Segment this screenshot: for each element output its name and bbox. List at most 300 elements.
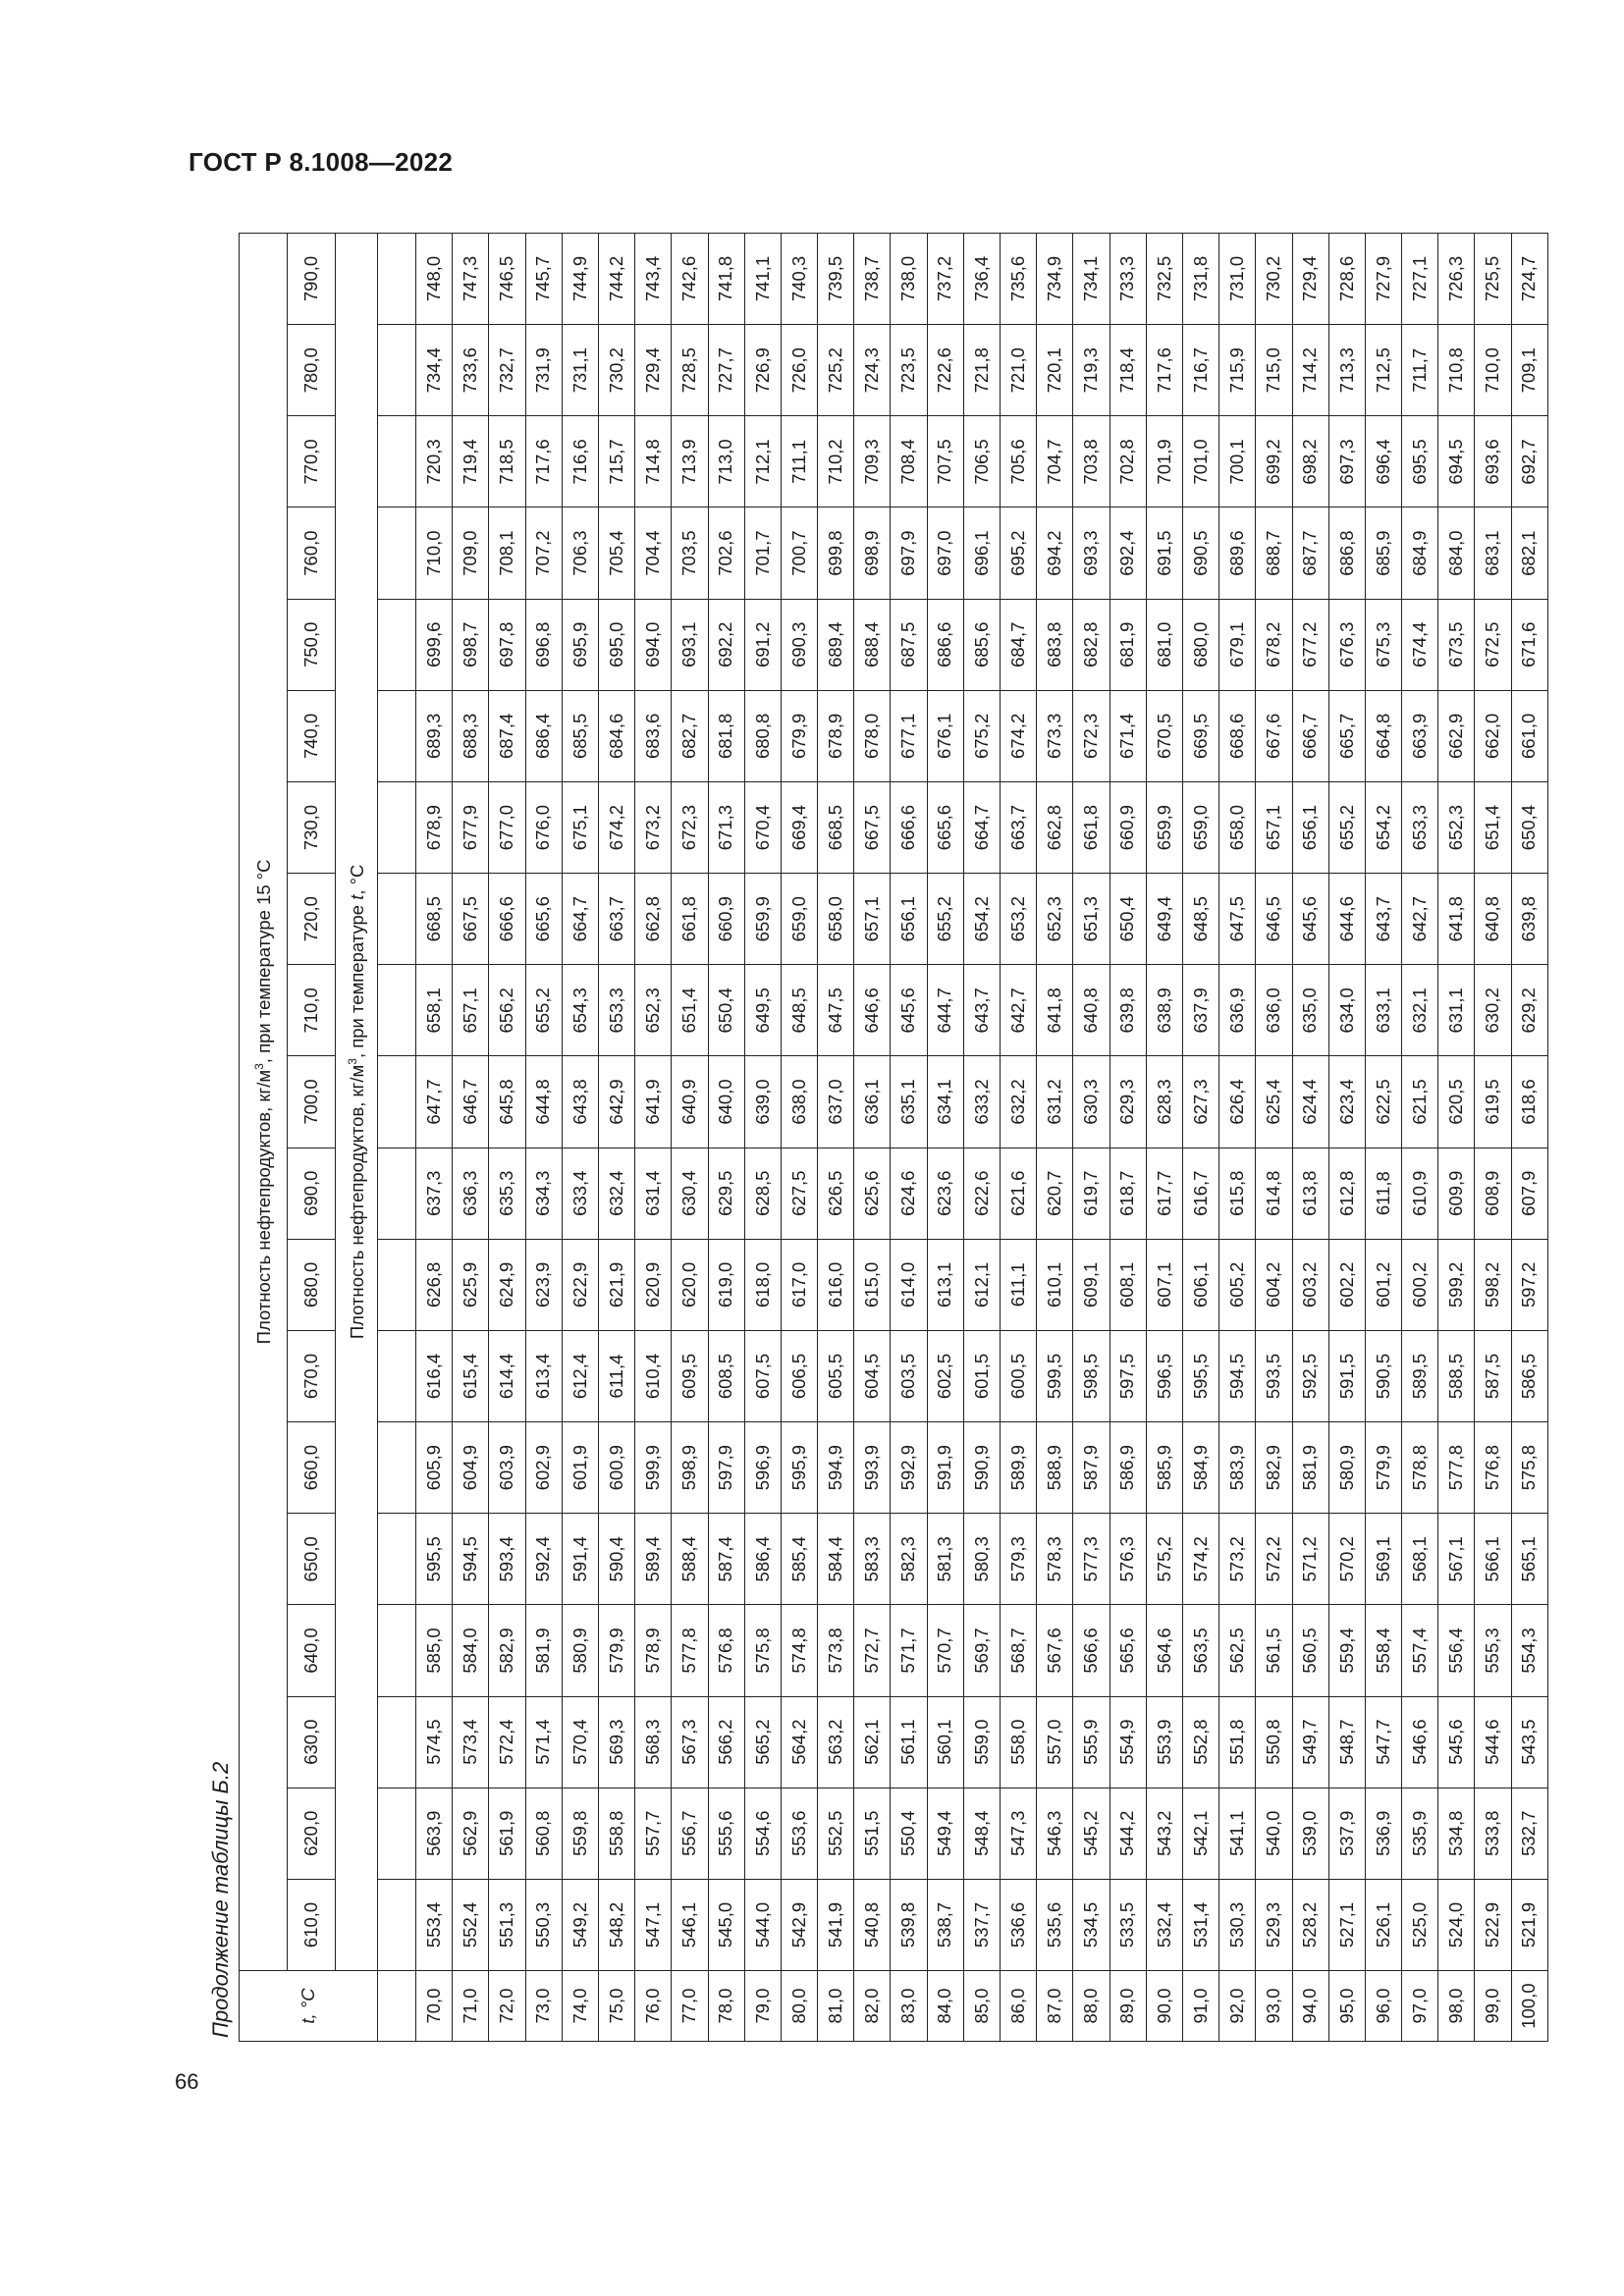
density-value-cell: 579,9 — [598, 1605, 634, 1696]
density-value-cell: 685,5 — [562, 690, 598, 781]
density-value-cell: 612,1 — [963, 1239, 1000, 1330]
density-column-header: 620,0 — [288, 1788, 336, 1879]
density-value-cell: 634,0 — [1328, 965, 1365, 1056]
density-value-cell: 599,5 — [1037, 1330, 1073, 1421]
density-value-cell: 570,7 — [927, 1605, 963, 1696]
table-row — [927, 233, 963, 2041]
density-value-cell: 646,5 — [1256, 874, 1292, 965]
density-value-cell: 675,2 — [963, 690, 1000, 781]
density-value-cell: 655,2 — [525, 965, 562, 1056]
density-column-header: 720,0 — [288, 874, 336, 965]
density-value-cell: 551,3 — [489, 1879, 525, 1970]
density-value-cell: 639,8 — [1511, 874, 1547, 965]
density-value-cell: 729,4 — [1292, 233, 1328, 324]
density-value-cell: 627,3 — [1182, 1056, 1218, 1148]
density-value-cell: 690,3 — [781, 599, 817, 690]
table-row — [416, 233, 453, 2041]
density-value-cell: 722,6 — [927, 325, 963, 416]
table-row — [562, 233, 598, 2041]
density-value-cell: 658,0 — [818, 874, 854, 965]
density-value-cell: 659,9 — [744, 874, 781, 965]
density-value-cell: 663,7 — [598, 874, 634, 965]
density-value-cell: 710,0 — [416, 507, 453, 599]
density-value-cell: 601,5 — [963, 1330, 1000, 1421]
density-value-cell: 703,5 — [672, 507, 708, 599]
density-value-cell: 563,2 — [818, 1696, 854, 1788]
density-value-cell: 719,3 — [1073, 325, 1110, 416]
group-header-t-suffix: , при температуре — [346, 899, 367, 1059]
density-value-cell: 622,9 — [562, 1239, 598, 1330]
density-value-cell: 537,7 — [963, 1879, 1000, 1970]
density-value-cell: 584,9 — [1182, 1422, 1218, 1514]
density-value-cell: 696,1 — [963, 507, 1000, 599]
density-value-cell: 662,8 — [635, 874, 672, 965]
density-value-cell: 607,5 — [744, 1330, 781, 1421]
density-value-cell: 609,9 — [1438, 1148, 1475, 1239]
density-value-cell: 588,4 — [672, 1514, 708, 1605]
density-value-cell: 560,1 — [927, 1696, 963, 1788]
density-value-cell: 572,4 — [489, 1696, 525, 1788]
temperature-cell: 99,0 — [1475, 1971, 1511, 2042]
density-value-cell: 691,5 — [1146, 507, 1182, 599]
density-value-cell: 542,9 — [781, 1879, 817, 1970]
density-value-cell: 680,8 — [744, 690, 781, 781]
table-row — [1073, 233, 1110, 2041]
density-value-cell: 596,5 — [1146, 1330, 1182, 1421]
density-value-cell: 688,4 — [854, 599, 891, 690]
density-value-cell: 726,3 — [1438, 233, 1475, 324]
density-value-cell: 673,3 — [1037, 690, 1073, 781]
density-value-cell: 569,7 — [963, 1605, 1000, 1696]
table-row — [854, 233, 891, 2041]
density-value-cell: 706,5 — [963, 416, 1000, 507]
density-column-header: 690,0 — [288, 1148, 336, 1239]
density-value-cell: 558,0 — [1001, 1696, 1037, 1788]
density-value-cell: 587,9 — [1073, 1422, 1110, 1514]
density-value-cell: 687,7 — [1292, 507, 1328, 599]
density-value-cell: 728,5 — [672, 325, 708, 416]
density-value-cell: 699,2 — [1256, 416, 1292, 507]
density-value-cell: 656,1 — [1292, 781, 1328, 873]
density-value-cell: 670,4 — [744, 781, 781, 873]
table-row — [1511, 233, 1547, 2041]
density-value-cell: 557,0 — [1037, 1696, 1073, 1788]
header-row-spacer — [378, 233, 416, 2041]
density-value-cell: 687,4 — [489, 690, 525, 781]
density-value-cell: 550,4 — [891, 1788, 927, 1879]
density-value-cell: 597,5 — [1110, 1330, 1146, 1421]
table-row — [1001, 233, 1037, 2041]
density-value-cell: 688,3 — [453, 690, 489, 781]
table-row — [891, 233, 927, 2041]
temperature-cell: 71,0 — [453, 1971, 489, 2042]
density-value-cell: 608,1 — [1110, 1239, 1146, 1330]
density-value-cell: 562,1 — [854, 1696, 891, 1788]
density-value-cell: 615,0 — [854, 1239, 891, 1330]
density-value-cell: 542,1 — [1182, 1788, 1218, 1879]
density-value-cell: 629,3 — [1110, 1056, 1146, 1148]
temperature-cell: 98,0 — [1438, 1971, 1475, 2042]
spacer-cell — [378, 965, 416, 1056]
density-value-cell: 570,4 — [562, 1696, 598, 1788]
density-value-cell: 621,6 — [1001, 1148, 1037, 1239]
density-value-cell: 620,9 — [635, 1239, 672, 1330]
density-value-cell: 545,6 — [1438, 1696, 1475, 1788]
density-value-cell: 555,6 — [708, 1788, 744, 1879]
density-value-cell: 545,2 — [1073, 1788, 1110, 1879]
density-value-cell: 525,0 — [1402, 1879, 1438, 1970]
density-value-cell: 598,9 — [672, 1422, 708, 1514]
density-value-cell: 544,0 — [744, 1879, 781, 1970]
density-value-cell: 657,1 — [453, 965, 489, 1056]
density-value-cell: 539,8 — [891, 1879, 927, 1970]
density-value-cell: 690,5 — [1182, 507, 1218, 599]
spacer-cell — [378, 1056, 416, 1148]
density-value-cell: 642,7 — [1001, 965, 1037, 1056]
density-value-cell: 636,1 — [854, 1056, 891, 1148]
density-value-cell: 586,5 — [1511, 1330, 1547, 1421]
density-column-header: 750,0 — [288, 599, 336, 690]
page-number: 66 — [175, 2069, 199, 2094]
spacer-cell — [378, 1148, 416, 1239]
density-value-cell: 613,4 — [525, 1330, 562, 1421]
density-value-cell: 704,4 — [635, 507, 672, 599]
density-value-cell: 572,7 — [854, 1605, 891, 1696]
density-value-cell: 589,4 — [635, 1514, 672, 1605]
density-value-cell: 555,9 — [1073, 1696, 1110, 1788]
spacer-cell — [378, 874, 416, 965]
density-value-cell: 647,5 — [1219, 874, 1256, 965]
table-row — [1219, 233, 1256, 2041]
density-value-cell: 558,8 — [598, 1788, 634, 1879]
density-value-cell: 736,4 — [963, 233, 1000, 324]
density-value-cell: 579,3 — [1001, 1514, 1037, 1605]
density-value-cell: 683,6 — [635, 690, 672, 781]
density-value-cell: 594,9 — [818, 1422, 854, 1514]
density-value-cell: 702,8 — [1110, 416, 1146, 507]
density-value-cell: 712,1 — [744, 416, 781, 507]
density-value-cell: 693,6 — [1475, 416, 1511, 507]
density-value-cell: 730,2 — [1256, 233, 1292, 324]
density-value-cell: 599,2 — [1438, 1239, 1475, 1330]
density-value-cell: 582,3 — [891, 1514, 927, 1605]
spacer-cell — [378, 416, 416, 507]
density-value-cell: 641,9 — [635, 1056, 672, 1148]
density-column-header: 770,0 — [288, 416, 336, 507]
temperature-cell: 75,0 — [598, 1971, 634, 2042]
density-value-cell: 646,6 — [854, 965, 891, 1056]
density-value-cell: 586,9 — [1110, 1422, 1146, 1514]
density-value-cell: 537,9 — [1328, 1788, 1365, 1879]
density-value-cell: 742,6 — [672, 233, 708, 324]
density-value-cell: 625,4 — [1256, 1056, 1292, 1148]
temperature-cell: 70,0 — [416, 1971, 453, 2042]
table-row — [1438, 233, 1475, 2041]
density-value-cell: 673,2 — [635, 781, 672, 873]
density-value-cell: 560,5 — [1292, 1605, 1328, 1696]
spacer-cell — [378, 781, 416, 873]
density-value-cell: 560,8 — [525, 1788, 562, 1879]
density-value-cell: 536,6 — [1001, 1879, 1037, 1970]
density-value-cell: 629,2 — [1511, 965, 1547, 1056]
density-value-cell: 546,1 — [672, 1879, 708, 1970]
density-value-cell: 664,7 — [963, 781, 1000, 873]
density-value-cell: 574,5 — [416, 1696, 453, 1788]
density-value-cell: 673,5 — [1438, 599, 1475, 690]
density-value-cell: 588,9 — [1037, 1422, 1073, 1514]
density-value-cell: 727,1 — [1402, 233, 1438, 324]
density-value-cell: 608,5 — [708, 1330, 744, 1421]
density-value-cell: 636,0 — [1256, 965, 1292, 1056]
corner-label: t, °C — [297, 1988, 318, 2024]
density-value-cell: 638,9 — [1146, 965, 1182, 1056]
density-value-cell: 563,5 — [1182, 1605, 1218, 1696]
density-value-cell: 602,9 — [525, 1422, 562, 1514]
density-value-cell: 561,9 — [489, 1788, 525, 1879]
density-value-cell: 580,9 — [1328, 1422, 1365, 1514]
table-row — [1256, 233, 1292, 2041]
density-value-cell: 605,5 — [818, 1330, 854, 1421]
table-row — [1328, 233, 1365, 2041]
density-value-cell: 559,8 — [562, 1788, 598, 1879]
density-value-cell: 580,3 — [963, 1514, 1000, 1605]
density-value-cell: 734,1 — [1073, 233, 1110, 324]
density-value-cell: 667,5 — [453, 874, 489, 965]
density-value-cell: 744,2 — [598, 233, 634, 324]
density-value-cell: 727,7 — [708, 325, 744, 416]
density-value-cell: 739,5 — [818, 233, 854, 324]
density-value-cell: 557,4 — [1402, 1605, 1438, 1696]
density-value-cell: 532,7 — [1511, 1788, 1547, 1879]
density-value-cell: 734,9 — [1037, 233, 1073, 324]
density-value-cell: 689,3 — [416, 690, 453, 781]
density-value-cell: 680,0 — [1182, 599, 1218, 690]
density-value-cell: 592,4 — [525, 1514, 562, 1605]
density-value-cell: 549,7 — [1292, 1696, 1328, 1788]
density-value-cell: 646,7 — [453, 1056, 489, 1148]
density-value-cell: 712,5 — [1365, 325, 1401, 416]
density-table — [239, 233, 1548, 2042]
density-value-cell: 652,3 — [1037, 874, 1073, 965]
density-value-cell: 603,9 — [489, 1422, 525, 1514]
density-value-cell: 552,4 — [453, 1879, 489, 1970]
density-value-cell: 654,2 — [963, 874, 1000, 965]
density-value-cell: 569,3 — [598, 1696, 634, 1788]
density-value-cell: 716,7 — [1182, 325, 1218, 416]
density-value-cell: 645,8 — [489, 1056, 525, 1148]
density-value-cell: 699,8 — [818, 507, 854, 599]
density-value-cell: 715,7 — [598, 416, 634, 507]
density-value-cell: 533,8 — [1475, 1788, 1511, 1879]
density-value-cell: 593,9 — [854, 1422, 891, 1514]
density-value-cell: 734,4 — [416, 325, 453, 416]
density-value-cell: 641,8 — [1037, 965, 1073, 1056]
density-value-cell: 662,0 — [1475, 690, 1511, 781]
density-value-cell: 619,5 — [1475, 1056, 1511, 1148]
density-value-cell: 603,5 — [891, 1330, 927, 1421]
density-value-cell: 710,0 — [1475, 325, 1511, 416]
density-value-cell: 568,3 — [635, 1696, 672, 1788]
table-row — [1475, 233, 1511, 2041]
density-value-cell: 628,3 — [1146, 1056, 1182, 1148]
density-value-cell: 672,5 — [1475, 599, 1511, 690]
density-value-cell: 661,8 — [1073, 781, 1110, 873]
density-value-cell: 652,3 — [635, 965, 672, 1056]
density-value-cell: 566,6 — [1073, 1605, 1110, 1696]
density-value-cell: 633,1 — [1365, 965, 1401, 1056]
density-value-cell: 682,8 — [1073, 599, 1110, 690]
density-value-cell: 551,5 — [854, 1788, 891, 1879]
table-row — [635, 233, 672, 2041]
density-value-cell: 639,0 — [744, 1056, 781, 1148]
density-value-cell: 688,7 — [1256, 507, 1292, 599]
density-value-cell: 696,4 — [1365, 416, 1401, 507]
table-row — [598, 233, 634, 2041]
density-value-cell: 668,5 — [818, 781, 854, 873]
temperature-cell: 93,0 — [1256, 1971, 1292, 2042]
density-column-header: 640,0 — [288, 1605, 336, 1696]
density-value-cell: 632,4 — [598, 1148, 634, 1239]
density-value-cell: 639,8 — [1110, 965, 1146, 1056]
density-value-cell: 640,8 — [1073, 965, 1110, 1056]
density-value-cell: 714,8 — [635, 416, 672, 507]
density-value-cell: 535,6 — [1037, 1879, 1073, 1970]
density-value-cell: 684,0 — [1438, 507, 1475, 599]
density-value-cell: 632,2 — [1001, 1056, 1037, 1148]
temperature-cell: 92,0 — [1219, 1971, 1256, 2042]
density-value-cell: 708,4 — [891, 416, 927, 507]
density-value-cell: 666,6 — [489, 874, 525, 965]
density-column-header: 780,0 — [288, 325, 336, 416]
density-value-cell: 706,3 — [562, 507, 598, 599]
density-value-cell: 561,5 — [1256, 1605, 1292, 1696]
density-value-cell: 697,9 — [891, 507, 927, 599]
table-row — [708, 233, 744, 2041]
density-value-cell: 675,1 — [562, 781, 598, 873]
density-value-cell: 600,2 — [1402, 1239, 1438, 1330]
spacer-cell — [378, 1514, 416, 1605]
density-value-cell: 701,0 — [1182, 416, 1218, 507]
temperature-cell: 80,0 — [781, 1971, 817, 2042]
density-value-cell: 615,8 — [1219, 1148, 1256, 1239]
density-value-cell: 674,2 — [598, 781, 634, 873]
group-header-t-sup: 3 — [345, 1058, 359, 1065]
density-value-cell: 614,8 — [1256, 1148, 1292, 1239]
density-value-cell: 709,3 — [854, 416, 891, 507]
density-value-cell: 717,6 — [525, 416, 562, 507]
density-value-cell: 743,4 — [635, 233, 672, 324]
density-value-cell: 694,5 — [1438, 416, 1475, 507]
temperature-cell: 78,0 — [708, 1971, 744, 2042]
density-value-cell: 595,9 — [781, 1422, 817, 1514]
density-value-cell: 636,9 — [1219, 965, 1256, 1056]
temperature-cell: 72,0 — [489, 1971, 525, 2042]
density-value-cell: 671,4 — [1110, 690, 1146, 781]
density-value-cell: 661,8 — [672, 874, 708, 965]
density-value-cell: 644,8 — [525, 1056, 562, 1148]
density-value-cell: 681,9 — [1110, 599, 1146, 690]
density-value-cell: 647,7 — [416, 1056, 453, 1148]
density-value-cell: 573,4 — [453, 1696, 489, 1788]
density-value-cell: 645,6 — [1292, 874, 1328, 965]
table-row — [781, 233, 817, 2041]
density-value-cell: 593,4 — [489, 1514, 525, 1605]
density-value-cell: 678,2 — [1256, 599, 1292, 690]
density-value-cell: 677,1 — [891, 690, 927, 781]
density-value-cell: 652,3 — [1438, 781, 1475, 873]
density-value-cell: 627,5 — [781, 1148, 817, 1239]
density-value-cell: 699,6 — [416, 599, 453, 690]
density-value-cell: 659,9 — [1146, 781, 1182, 873]
density-value-cell: 686,8 — [1328, 507, 1365, 599]
density-value-cell: 716,6 — [562, 416, 598, 507]
density-value-cell: 577,8 — [672, 1605, 708, 1696]
density-value-cell: 594,5 — [453, 1514, 489, 1605]
density-value-cell: 587,5 — [1475, 1330, 1511, 1421]
table-row — [1402, 233, 1438, 2041]
density-value-cell: 709,1 — [1511, 325, 1547, 416]
density-value-cell: 600,5 — [1001, 1330, 1037, 1421]
density-value-cell: 610,9 — [1402, 1148, 1438, 1239]
density-value-cell: 711,1 — [781, 416, 817, 507]
spacer-cell — [378, 1330, 416, 1421]
density-value-cell: 549,2 — [562, 1879, 598, 1970]
density-value-cell: 633,2 — [963, 1056, 1000, 1148]
density-value-cell: 671,3 — [708, 781, 744, 873]
density-value-cell: 698,7 — [453, 599, 489, 690]
density-value-cell: 604,9 — [453, 1422, 489, 1514]
density-value-cell: 726,0 — [781, 325, 817, 416]
density-value-cell: 714,2 — [1292, 325, 1328, 416]
density-value-cell: 527,1 — [1328, 1879, 1365, 1970]
density-value-cell: 695,2 — [1001, 507, 1037, 599]
density-value-cell: 567,3 — [672, 1696, 708, 1788]
density-value-cell: 701,7 — [744, 507, 781, 599]
density-value-cell: 708,1 — [489, 507, 525, 599]
density-value-cell: 707,2 — [525, 507, 562, 599]
density-value-cell: 664,8 — [1365, 690, 1401, 781]
density-value-cell: 571,7 — [891, 1605, 927, 1696]
density-value-cell: 658,1 — [416, 965, 453, 1056]
density-value-cell: 564,2 — [781, 1696, 817, 1788]
density-value-cell: 621,9 — [598, 1239, 634, 1330]
density-value-cell: 634,1 — [927, 1056, 963, 1148]
density-value-cell: 608,9 — [1475, 1148, 1511, 1239]
density-value-cell: 640,8 — [1475, 874, 1511, 965]
density-value-cell: 681,0 — [1146, 599, 1182, 690]
density-value-cell: 669,5 — [1182, 690, 1218, 781]
density-value-cell: 562,5 — [1219, 1605, 1256, 1696]
temperature-cell: 91,0 — [1182, 1971, 1218, 2042]
density-value-cell: 637,3 — [416, 1148, 453, 1239]
density-value-cell: 682,1 — [1511, 507, 1547, 599]
density-value-cell: 546,6 — [1402, 1696, 1438, 1788]
density-value-cell: 746,5 — [489, 233, 525, 324]
density-value-cell: 692,2 — [708, 599, 744, 690]
density-value-cell: 637,9 — [1182, 965, 1218, 1056]
density-value-cell: 535,9 — [1402, 1788, 1438, 1879]
temperature-cell: 94,0 — [1292, 1971, 1328, 2042]
density-value-cell: 625,6 — [854, 1148, 891, 1239]
density-column-header: 630,0 — [288, 1696, 336, 1788]
density-value-cell: 577,3 — [1073, 1514, 1110, 1605]
spacer-cell — [378, 507, 416, 599]
header-row-group-t — [336, 233, 378, 2041]
density-value-cell: 602,5 — [927, 1330, 963, 1421]
density-value-cell: 576,3 — [1110, 1514, 1146, 1605]
density-value-cell: 574,8 — [781, 1605, 817, 1696]
density-value-cell: 534,5 — [1073, 1879, 1110, 1970]
